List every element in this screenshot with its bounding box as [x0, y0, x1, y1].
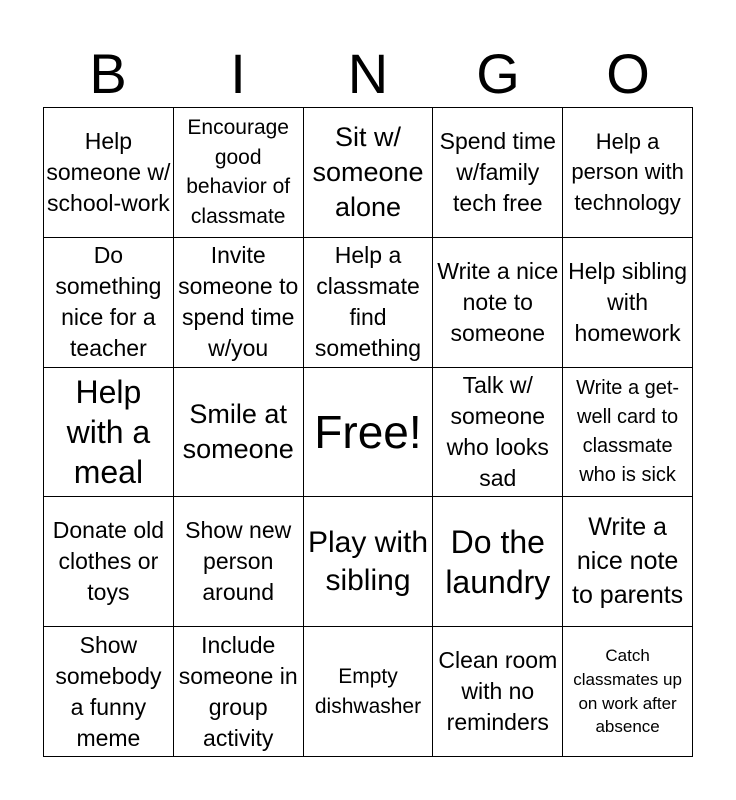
bingo-cell: Play with sibling	[304, 497, 434, 627]
header-letter-b: B	[89, 42, 127, 105]
bingo-cell: Spend time w/family tech free	[433, 108, 563, 238]
bingo-cell: Show new person around	[174, 497, 304, 627]
bingo-cell: Talk w/ someone who looks sad	[433, 368, 563, 498]
bingo-cell: Help someone w/ school-work	[44, 108, 174, 238]
bingo-cell: Help with a meal	[44, 368, 174, 498]
bingo-cell: Help a classmate find something	[304, 238, 434, 368]
bingo-cell: Help sibling with homework	[563, 238, 693, 368]
bingo-free-space: Free!	[304, 368, 434, 498]
bingo-cell: Show somebody a funny meme	[44, 627, 174, 757]
bingo-cell: Do the laundry	[433, 497, 563, 627]
bingo-cell: Write a nice note to parents	[563, 497, 693, 627]
bingo-cell: Invite someone to spend time w/you	[174, 238, 304, 368]
bingo-cell: Clean room with no reminders	[433, 627, 563, 757]
bingo-cell: Do something nice for a teacher	[44, 238, 174, 368]
header-letter-o: O	[606, 42, 650, 105]
bingo-cell: Smile at someone	[174, 368, 304, 498]
bingo-cell: Sit w/ someone alone	[304, 108, 434, 238]
bingo-cell: Include someone in group activity	[174, 627, 304, 757]
bingo-cell: Donate old clothes or toys	[44, 497, 174, 627]
bingo-cell: Catch classmates up on work after absence	[563, 627, 693, 757]
bingo-cell: Encourage good behavior of classmate	[174, 108, 304, 238]
bingo-cell: Help a person with technology	[563, 108, 693, 238]
header-letter-i: I	[230, 42, 246, 105]
header-letter-n: N	[347, 42, 389, 105]
header-letter-g: G	[476, 42, 520, 105]
bingo-header	[43, 40, 693, 108]
bingo-card-grid	[43, 107, 693, 757]
bingo-cell: Write a get-well card to classmate who is sick	[563, 368, 693, 498]
bingo-cell: Write a nice note to someone	[433, 238, 563, 368]
bingo-cell: Empty dishwasher	[304, 627, 434, 757]
